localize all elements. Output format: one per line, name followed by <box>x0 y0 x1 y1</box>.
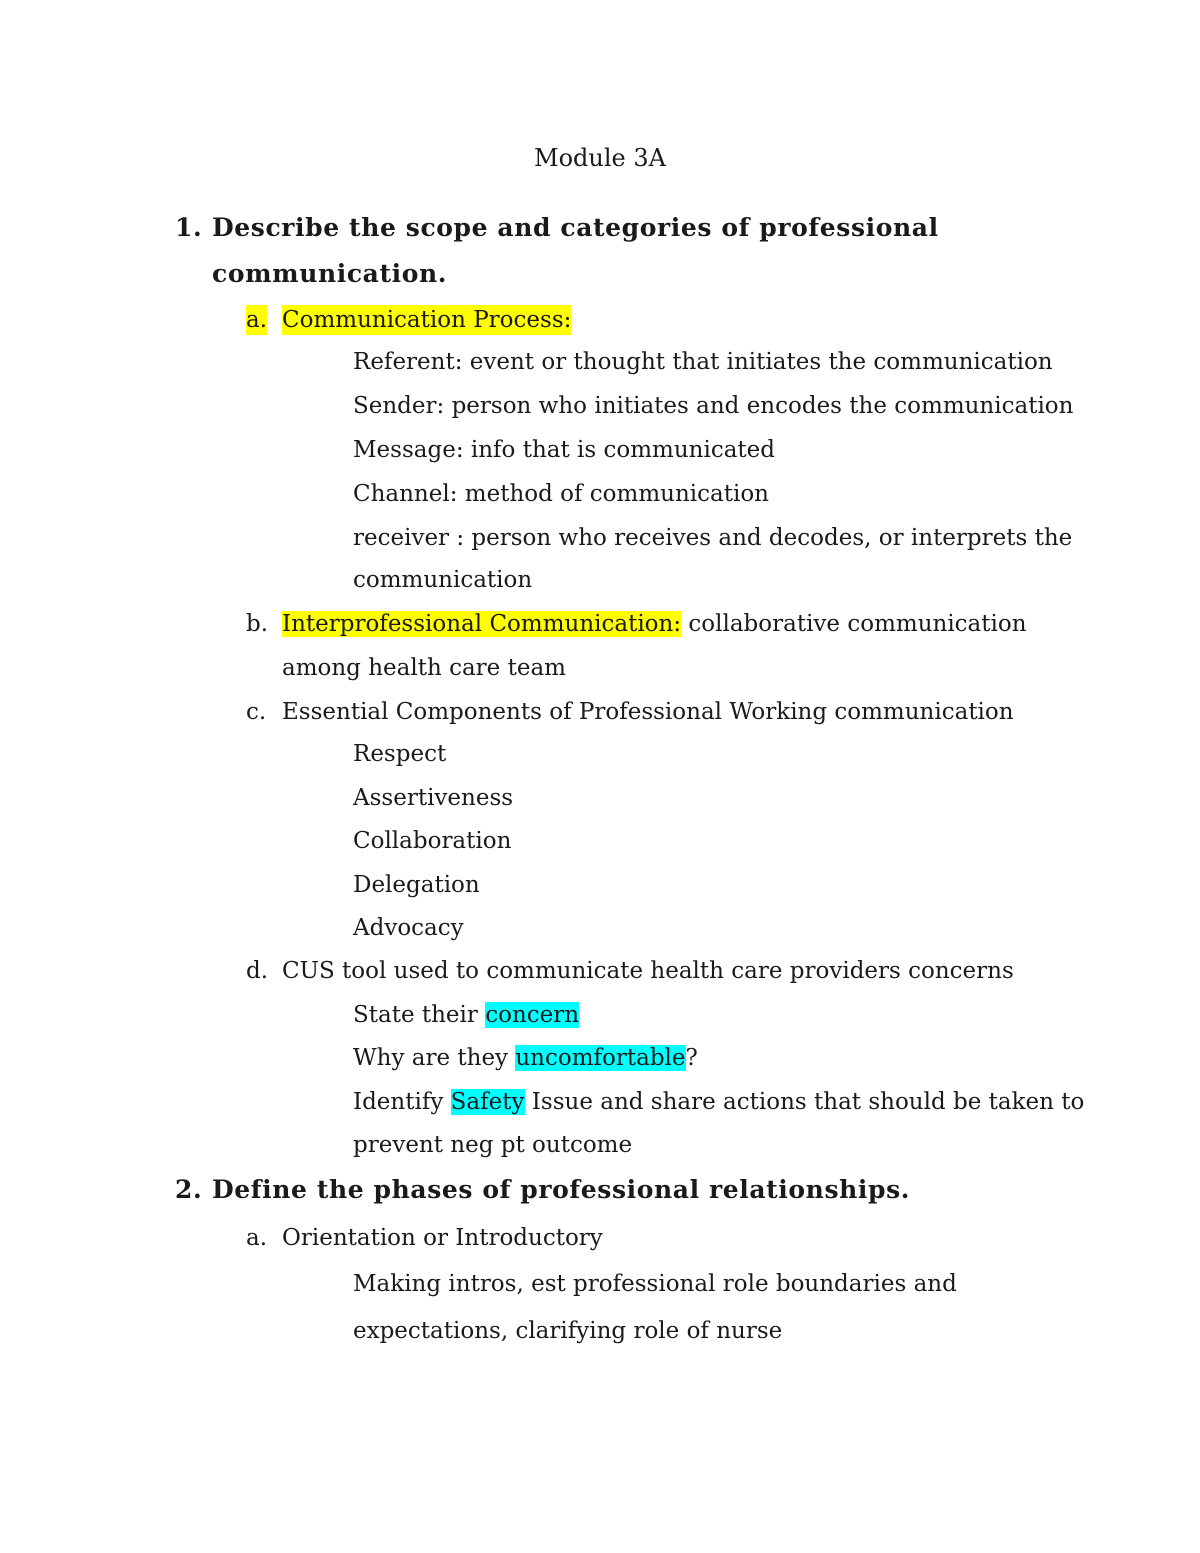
list-item-text: Assertiveness <box>353 785 514 811</box>
list-marker: a. <box>246 307 268 333</box>
text-before: State their <box>353 1002 486 1028</box>
list-marker: b. <box>246 611 269 637</box>
question-2-number: 2. <box>175 1175 203 1204</box>
highlighted-word: concern <box>485 1002 580 1028</box>
list-item-text: receiver : person who receives and decodes, or interprets the <box>353 525 1073 551</box>
list-item-text: Orientation or Introductory <box>282 1225 603 1251</box>
list-item-text <box>353 1043 698 1073</box>
list-item-text: Referent: event or thought that initiates the communication <box>353 349 1053 375</box>
list-item-text: Respect <box>353 741 447 767</box>
list-item-rest: collaborative communication <box>681 611 1027 637</box>
list-item-text: prevent neg pt outcome <box>353 1132 633 1158</box>
question-1-text: Describe the scope and categories of professional <box>212 213 939 242</box>
list-marker: a. <box>246 1225 268 1251</box>
list-item-text: among health care team <box>282 655 566 681</box>
text-after: ? <box>685 1045 698 1071</box>
list-item-text: Sender: person who initiates and encodes the communication <box>353 393 1074 419</box>
list-item-text: Making intros, est professional role boundaries and <box>353 1271 957 1297</box>
list-item-text: CUS tool used to communicate health care providers concerns <box>282 958 1014 984</box>
question-2-text: Define the phases of professional relationships. <box>212 1175 911 1204</box>
highlighted-label: Communication Process: <box>282 307 572 333</box>
list-item-text: communication <box>353 567 533 593</box>
text-before: Identify <box>353 1089 451 1115</box>
list-item-text: Message: info that is communicated <box>353 437 776 463</box>
highlighted-label: Interprofessional Communication: <box>282 611 682 637</box>
list-item-text <box>353 1087 1084 1117</box>
list-marker: d. <box>246 958 269 984</box>
highlighted-word: Safety <box>450 1089 525 1115</box>
list-item-text: Advocacy <box>353 915 464 941</box>
list-item-text: Channel: method of communication <box>353 481 769 507</box>
list-item-text: Collaboration <box>353 828 512 854</box>
text-after: Issue and share actions that should be taken to <box>524 1089 1085 1115</box>
highlighted-word: uncomfortable <box>515 1045 686 1071</box>
text-before: Why are they <box>353 1045 516 1071</box>
question-1-number: 1. <box>175 213 203 242</box>
list-item-text <box>282 609 1027 639</box>
list-item-text: expectations, clarifying role of nurse <box>353 1318 783 1344</box>
list-item-text: Essential Components of Professional Working communication <box>282 699 1014 725</box>
page-title: Module 3A <box>534 144 666 172</box>
question-1-text-cont: communication. <box>212 259 448 288</box>
list-item-text <box>353 1000 579 1030</box>
list-marker: c. <box>246 699 267 725</box>
list-item-text: Delegation <box>353 872 480 898</box>
